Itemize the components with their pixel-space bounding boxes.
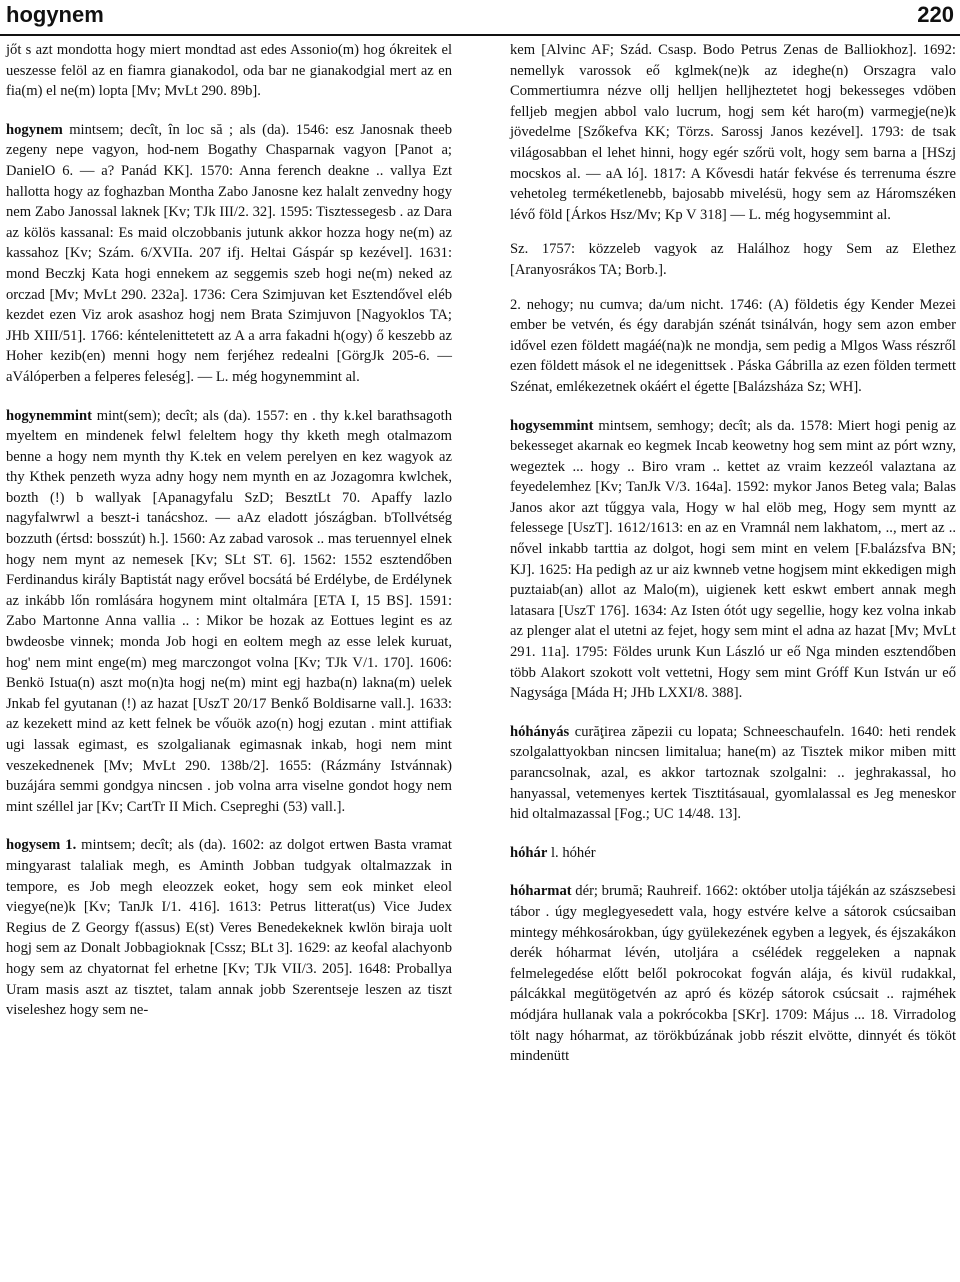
entry-body: mintsem; decît; als (da). 1602: az dolgot ertwen Basta vramat mingyarast talaliak megh, es Aminth Jobban tudgyak oltalmazzak in tempore, es Job megh eleozzek eoket, hogy sem eok minket eleol viegye(ne)k [Kv; TanJk I/1. 416]. 1613: Petrus litterat(us) Vice Judex Regius de Z Georgy f(assus) E(st) Veres Benedekeknek kwlön biraja uolt hogj sem az Donalt Jobbagioknak [Cssz; BLt 3]. 1629: az keofal alachyonb hogy sem az chyatornat fel erhetne [Kv; TJk VII/3. 205]. 1648: Proballya Uram masis aszt az tisztet, talam annak jobb Szerentseje leszen az tiszt viseleshez hogy sem ne- — [6, 837, 452, 1019]
entry-text — [510, 239, 956, 280]
header-rule — [0, 34, 960, 36]
entry-sense-2 — [510, 295, 956, 398]
entry-body: 2. nehogy; nu cumva; da/um nicht. 1746: (A) földetis égy Kender Mezei ember be vetvén, és égy darabján szénát tsinálván, hogy sem azon ember idővel ezen földett magáé(na)k ne mondja, sem pedig a Mlgos Wass részről ezen földett mások el ne idegenittsek . Páska Gábrilla az ezen földen termett Szénat, emlékezetnek okáért el égette [Balázsháza Sz; WH]. — [510, 296, 956, 395]
running-header — [0, 0, 960, 34]
entry-hogysemmint — [510, 416, 956, 704]
entry-headword: hogynemmint — [6, 407, 92, 424]
entry-text — [510, 40, 956, 225]
entry-text — [510, 881, 956, 1066]
entry-body: dér; brumă; Rauhreif. 1662: október utolja tájékán az szászsebesi tábor . úgy meglegyesedett vala, hogy estvére kelve a sátorok csúcsaiban mintegy méhkosárokban, úgy gyülekezének egyben a legyek, és éjszakákon derék hóharmat lévén, utoljára a csélédek reggeleken a napnak felmelegedése előtt belől pokrocokat fogván alája, és kivül rudakkal, pálcákkal megütögetvén az apró és közép sátorok csúcsait .. rajméhek módjára hullanak vala a pokrócokba [SKr]. 1709: Május ... 18. Virradolog tölt nagy hóharmat, az törökbúzának jobb részit elvötte, dinnyét és tököt mindenütt — [510, 883, 956, 1065]
entry-headword: hogysem 1. — [6, 837, 77, 854]
entry-hoharmat — [510, 881, 956, 1066]
entry-body: mintsem; decît, în loc să ; als (da). 1546: esz Janosnak theeb zegeny nepe vagyon, hod-nem Bogathy Chasparnak vagyon [Panot a; DanielO 6. — a? Panád KK]. 1570: Anna ferench deakne .. vallya Ezt hallotta hogy az foghazban Montha Zabo Janosne kez halalt zenvedny hogy nem Zabo Janossal laknek [Kv; TJk III/2. 32]. 1595: Tisztessegesb . az Dara az kölös kassanal: Es maid olczobbanis jutunk akkor hozza hogy ne(m) az kassahoz [Kv; Szám. 6/XVIIa. 207 ifj. Heltai Gáspár sp kezével]. 1631: mond Beczkj Kata hogi ennekem az seggemis szeb hogi ne(m) neked az orczad [Mv; MvLt 290. 232a]. 1736: Cera Szimjuvan ket Esztendővel eléb kezdet ezen Viz arok asashoz hogj nem Brata Szimjuvon [Nagyoklos TA; JHb XIII/51]. 1766: kéntelenittetett az A a arra fakadni h(ogy) ő keszebb az Hoher kezib(en) menni hogy nem ferjéhez redealni [GörgJk 205-6. — aVálóperben a felperes feleség]. — L. még hogynemmint al. — [6, 121, 452, 385]
left-column — [6, 40, 452, 1039]
entry-text — [6, 835, 452, 1020]
entry-hogysem — [6, 835, 452, 1020]
entry-headword: hogynem — [6, 121, 63, 138]
entry-body: Sz. 1757: közzeleb vagyok az Halálhoz hogy Sem az Elethez [Aranyosrákos TA; Borb.]. — [510, 241, 956, 278]
entry-text — [510, 722, 956, 825]
entry-headword: hóhár — [510, 844, 548, 861]
entry-text — [6, 120, 452, 388]
entry-text — [510, 416, 956, 704]
entry-continuation — [6, 40, 452, 102]
entry-hohanyas — [510, 722, 956, 825]
entry-text — [510, 843, 956, 864]
entry-continuation — [510, 40, 956, 225]
entry-text — [510, 295, 956, 398]
entry-body: kem [Alvinc AF; Szád. Csasp. Bodo Petrus Zenas de Balliokhoz]. 1692: nemellyk varossok eő kglmek(ne)k az ideghe(n) Orszagra valo Commertiumra nézve ollj helljen helljheztetet hogj bekesseges vdöben felljeb megjen abbol valo lucrum, hogj sem két haro(m) varmegje(ne)k jövedelme [Szőkefva KK; Törzs. Sarossj Janos kezével]. 1793: de tsak világosabban el lehet hinni, hogy egér szőrü volt, hogy sem barna a [HSzj mocskos al. — aA ló]. 1817: A Kővesdi határ fekvése és terrenuma észre vehetoleg terméketlenebb, bajosabb mivelésü, hogy sem az Háromszéken lévő föld [Árkos Hsz/Mv; Kp V 318] — L. még hogysemmint al. — [510, 42, 956, 223]
entry-body: jőt s azt mondotta hogy miert mondtad ast edes Assonio(m) hog ókreitek el ueszesse felöl az en fiamra gianakodol, oda bar ne gianakodgial mert az en fia(m) el ne(m) lopta [Mv; MvLt 290. 89b]. — [6, 42, 452, 100]
entry-headword: hóhányás — [510, 723, 570, 740]
right-column — [510, 40, 956, 1085]
entry-headword: hogysemmint — [510, 417, 594, 434]
running-headword: hogynem — [6, 2, 104, 27]
entry-hohar — [510, 843, 956, 864]
entry-body: curăţirea zăpezii cu lopata; Schneeschaufeln. 1640: heti rendek szolgalattyokban nincsen limitalua; hane(m) az Tisztek mikor miben mitt parancsolnak, azal, es akkor tartoznak szolgalni: .. jeghrakassal, ho hanyassal, vetemenyes kertek Tisztitásaual, gyomlalassal es Jeg meneskor hid oltalmazassal [Fog.; UC 14/48. 13]. — [510, 723, 956, 823]
entry-text — [6, 406, 452, 818]
entry-body: mint(sem); decît; als (da). 1557: en . thy k.kel barathsagoth myeltem en mindenek felwl feleltem hogy thy kketh megh otalmazom benne a hogy nem mynth thy K.tek en velem perelyen en kez wagyok az thy Kthek penzeth wyza adny hogy nem mynth en az Jozagomra kwlchek, bozth (!) b wallyak [Apanagyfalu SzD; BesztLt 70. Apaffy lazlo nagyfalwrwl a beszt-i tanácshoz. — aAz eladott jószágban. bTollvétség bozzuth (értsd: bosszút) h.]. 1560: Az zabad varosok .. mas teruennyel elnek hogy nem mynt az nemesek [Kv; SLt ST. 6]. 1562: 1552 esztendőben Ferdinandus király Baptistát nagy erővel bocsátá bé Erdélybe, de Erdélynek az inkább lőn romlására hogynem mint oltalmára [ETA I, 15 BS]. 1591: Zabo Martonne Anna vallia .. : Mikor be hozak az Eottues legint es az bwdeosbe vinnek; monda Job hogi en eoltem megh az esse lelek kuruat, hog' nem mint enge(m) meg marczongot volna [Kv; TJk V/1. 170]. 1606: Benkö Istua(n) aszt mo(n)ta hogj ne(m) mint egj hazba(n) lakna(m) uelek Jnkab fel gyutanan (!) az hazat [UszT 20/17 Benkő Boldisarne vall.]. 1633: az kezekett mind az kett felnek be vőuök azo(n) hogj ezutan . mint attifiak ugi lassak egimast, es szolgalianak egimasnak inkab, hogi nem mint veszekednenek [Mv; MvLt 290. 138b/2]. 1655: (Rázmány Istvánnak) buzájára semmi gondgya nincsen . job volna arra viselne gondot hogy nem mint széllel jar [Kv; CartTr II Mich. Csepreghi (53) vall.]. — [6, 407, 452, 815]
entry-hogynem — [6, 120, 452, 388]
entry-subsense — [510, 239, 956, 280]
entry-body: mintsem, semhogy; decît; als da. 1578: Miert hogi penig az bekesseget akarnak eo kegmek Incab keowetny hog sem mint az pórt wzny, wegeztek ... hogy .. Biro vram .. kettet az vraim kezzeól valaztana az feyedelemhez [Kv; TanJk V/3. 164a]. 1592: mykor Janos Beteg vala; Balas Janos akor azt tűggya vala, Hogy w hal elöb meg, Hogy sem myntt az felessege [UszT]. 1612/1613: en az en Vramnál nem lakhatom, .., mert az .. nővel inkabb tarttia az dolgot, hogi sem mint en velem [F.balázsfva BN; KJ]. 1625: Ha pedigh az ur aiz kwnneb vetne hogjsem mint ekkedigen migh puztaiab(an) allot az Malo(m), uigienek kett eskwt embert annak megh latasara [UszT 176]. 1634: Az Isten ótót ugy segellie, hogy kez volna inkab az plenger alat el utetni az fejet, hogy sem mint el adna az hazat [Mv; MvLt 291. 11a]. 1795: Földes urunk Kun László ur eő Nga minden esztendőben több Alakort szokott volt vettetni, Hogy sem mint Gróff Kun István ur eő Nagysága [Máda H; JHb LXXI/8. 388]. — [510, 417, 956, 702]
entry-body: l. hóhér — [550, 844, 596, 861]
entry-hogynemmint — [6, 406, 452, 818]
page-number: 220 — [917, 2, 954, 27]
entry-headword: hóharmat — [510, 883, 572, 900]
entry-text — [6, 40, 452, 102]
